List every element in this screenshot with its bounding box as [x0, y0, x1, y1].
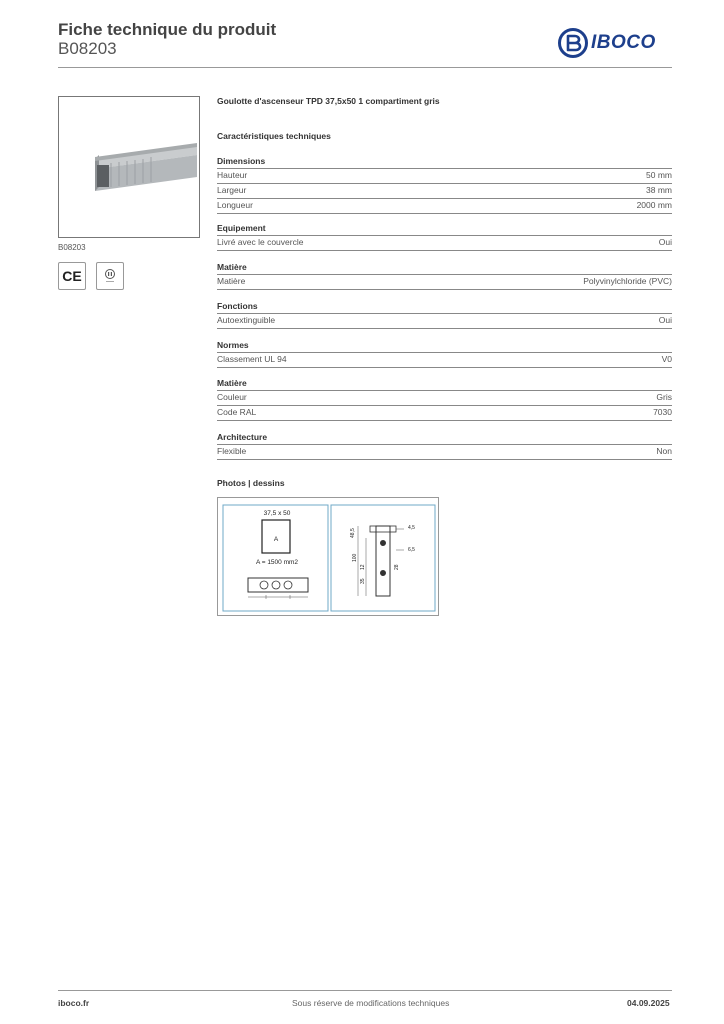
spec-value: Gris [656, 392, 672, 402]
spec-label: Couleur [217, 392, 247, 402]
spec-row [217, 405, 672, 421]
section-title: Equipement [217, 223, 266, 233]
drawing2-label: 6,5 [408, 547, 415, 553]
spec-row [217, 313, 672, 329]
spec-label: Flexible [217, 446, 247, 456]
spec-label: Classement UL 94 [217, 354, 287, 364]
spec-value: 50 mm [646, 170, 672, 180]
header-divider [58, 67, 672, 68]
footer-date: 04.09.2025 [627, 998, 670, 1008]
spec-label: Hauteur [217, 170, 248, 180]
iboco-logo[interactable] [558, 28, 656, 58]
drawings-svg [218, 498, 438, 615]
spec-row [217, 390, 672, 405]
page-title: Fiche technique du produit [58, 20, 277, 39]
section-title: Dimensions [217, 156, 266, 166]
cable-duct-image-icon [59, 97, 199, 237]
spec-label: Matière [217, 276, 246, 286]
spec-value: 7030 [653, 407, 672, 417]
spec-row [217, 352, 672, 368]
ce-certification [58, 262, 86, 290]
spec-value: V0 [661, 354, 672, 364]
drawing1-area-label: A [273, 536, 279, 543]
ce-mark: CE [62, 268, 82, 284]
drawing1-dims: 37,5 x 50 [263, 510, 291, 517]
spec-label: Longueur [217, 200, 253, 210]
section-title: Normes [217, 340, 249, 350]
spec-label: Livré avec le couvercle [217, 237, 304, 247]
spec-row [217, 198, 672, 214]
section-architecture [217, 431, 672, 460]
product-name: Goulotte d'ascenseur TPD 37,5x50 1 compartiment gris [217, 96, 440, 106]
drawing2-label: 28 [394, 564, 400, 570]
drawing2-label: 35 [360, 578, 366, 584]
spec-row [217, 274, 672, 290]
logo-text: IBOCO [591, 32, 656, 53]
spec-label: Code RAL [217, 407, 257, 417]
drawing2-label: 100 [352, 553, 358, 562]
section-title: Fonctions [217, 301, 258, 311]
spec-row [217, 183, 672, 198]
section-normes [217, 339, 672, 368]
drawing2-label: 48,5 [350, 528, 356, 538]
spec-value: Non [656, 446, 672, 456]
ul-certification [96, 262, 124, 290]
spec-value: Oui [658, 315, 672, 325]
spec-row [217, 444, 672, 460]
section-matiere-couleur [217, 377, 672, 421]
footer-notice: Sous réserve de modifications techniques [292, 998, 450, 1008]
spec-value: Oui [658, 237, 672, 247]
characteristics-title: Caractéristiques techniques [217, 131, 331, 141]
ul-mark-icon [99, 265, 121, 287]
drawing2-label: 12 [360, 564, 366, 570]
section-equipement [217, 222, 672, 251]
spec-row [217, 168, 672, 183]
section-dimensions [217, 155, 672, 214]
section-fonctions [217, 300, 672, 329]
section-title: Architecture [217, 432, 268, 442]
drawing1-area: A = 1500 mm2 [255, 559, 299, 566]
product-image [58, 96, 200, 238]
spec-value: 38 mm [646, 185, 672, 195]
product-code-label: B08203 [58, 243, 86, 252]
section-matiere [217, 261, 672, 290]
spec-value: 2000 mm [636, 200, 672, 210]
footer-site-link[interactable]: iboco.fr [58, 998, 90, 1008]
footer-divider [58, 990, 672, 991]
section-title: Matière [217, 262, 247, 272]
section-title: Matière [217, 378, 247, 388]
spec-label: Largeur [217, 185, 247, 195]
spec-label: Autoextinguible [217, 315, 276, 325]
technical-drawings [217, 497, 439, 616]
spec-row [217, 235, 672, 251]
photos-title: Photos | dessins [217, 478, 285, 488]
logo-mark-icon [558, 28, 588, 58]
drawing2-label: 4,5 [408, 525, 415, 531]
spec-value: Polyvinylchloride (PVC) [583, 276, 672, 286]
product-code: B08203 [58, 39, 117, 58]
